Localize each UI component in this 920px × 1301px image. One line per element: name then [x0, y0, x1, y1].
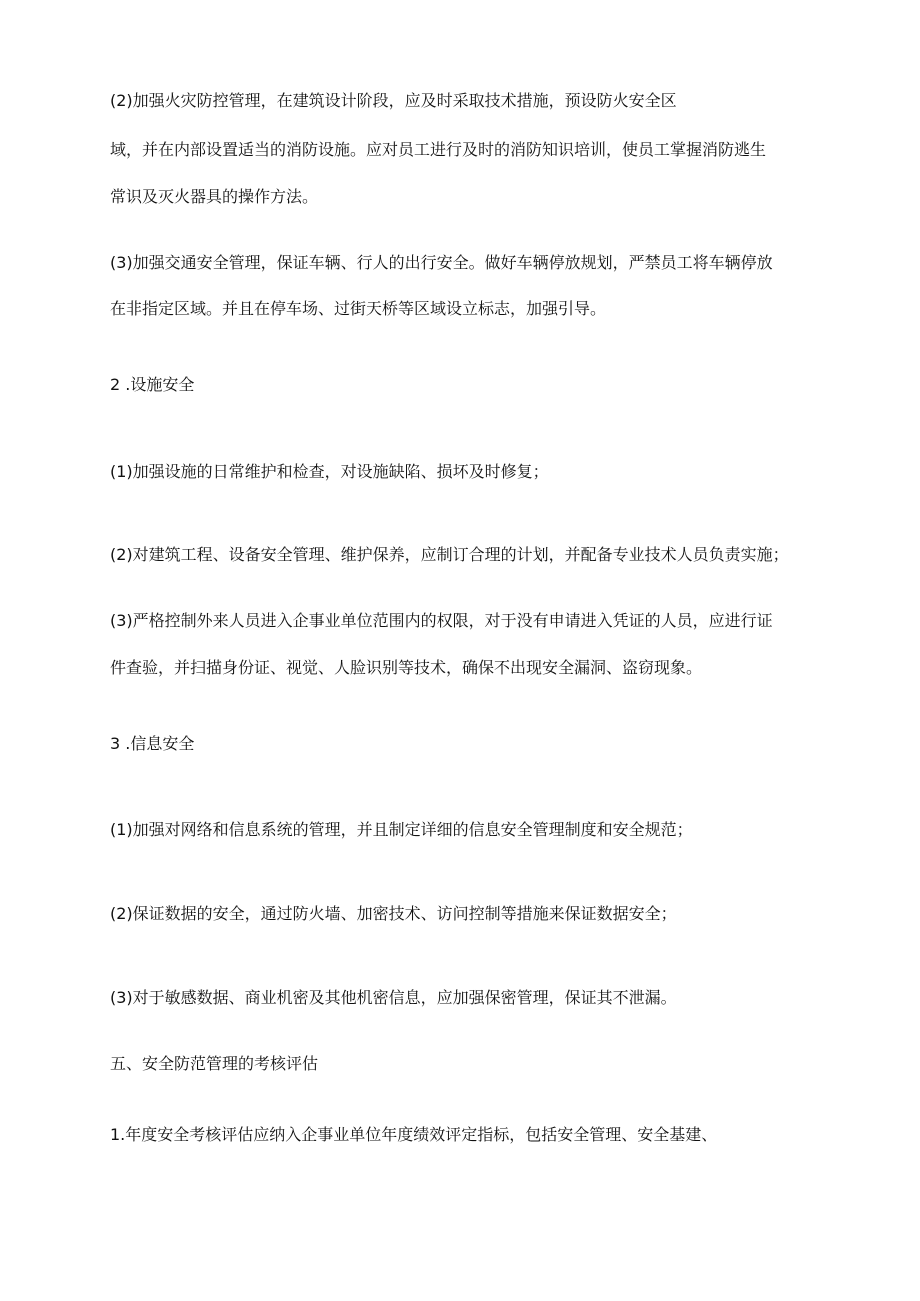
heading-facility-safety: 2 .设施安全: [110, 375, 195, 394]
heading-section-five: 五、安全防范管理的考核评估: [110, 1054, 319, 1073]
paragraph-facility-item-2: (2)对建筑工程、设备安全管理、维护保养，应制订合理的计划，并配备专业技术人员负责实施；: [110, 545, 789, 564]
paragraph-info-item-1: (1)加强对网络和信息系统的管理，并且制定详细的信息安全管理制度和安全规范；: [110, 820, 693, 839]
paragraph-info-item-3: (3)对于敏感数据、商业机密及其他机密信息，应加强保密管理，保证其不泄漏。: [110, 988, 677, 1007]
paragraph-fire-control-line-2: 域，并在内部设置适当的消防设施。应对员工进行及时的消防知识培训，使员工掌握消防逃生: [110, 140, 767, 159]
paragraph-facility-item-1: (1)加强设施的日常维护和检查，对设施缺陷、损坏及时修复；: [110, 462, 549, 481]
heading-information-safety: 3 .信息安全: [110, 734, 195, 753]
paragraph-assessment-item-1: 1.年度安全考核评估应纳入企事业单位年度绩效评定指标，包括安全管理、安全基建、: [110, 1125, 718, 1144]
paragraph-fire-control-line-1: (2)加强火灾防控管理，在建筑设计阶段，应及时采取技术措施，预设防火安全区: [110, 91, 677, 110]
paragraph-facility-item-3-line-2: 件查验，并扫描身份证、视觉、人脸识别等技术，确保不出现安全漏洞、盗窃现象。: [110, 658, 703, 677]
paragraph-facility-item-3-line-1: (3)严格控制外来人员进入企事业单位范围内的权限，对于没有申请进入凭证的人员，应进行证: [110, 611, 773, 630]
paragraph-fire-control-line-3: 常识及灭火器具的操作方法。: [110, 187, 319, 206]
paragraph-info-item-2: (2)保证数据的安全，通过防火墙、加密技术、访问控制等措施来保证数据安全；: [110, 904, 677, 923]
paragraph-traffic-line-1: (3)加强交通安全管理，保证车辆、行人的出行安全。做好车辆停放规划，严禁员工将车辆停放: [110, 253, 773, 272]
paragraph-traffic-line-2: 在非指定区域。并且在停车场、过街天桥等区域设立标志，加强引导。: [110, 299, 607, 318]
